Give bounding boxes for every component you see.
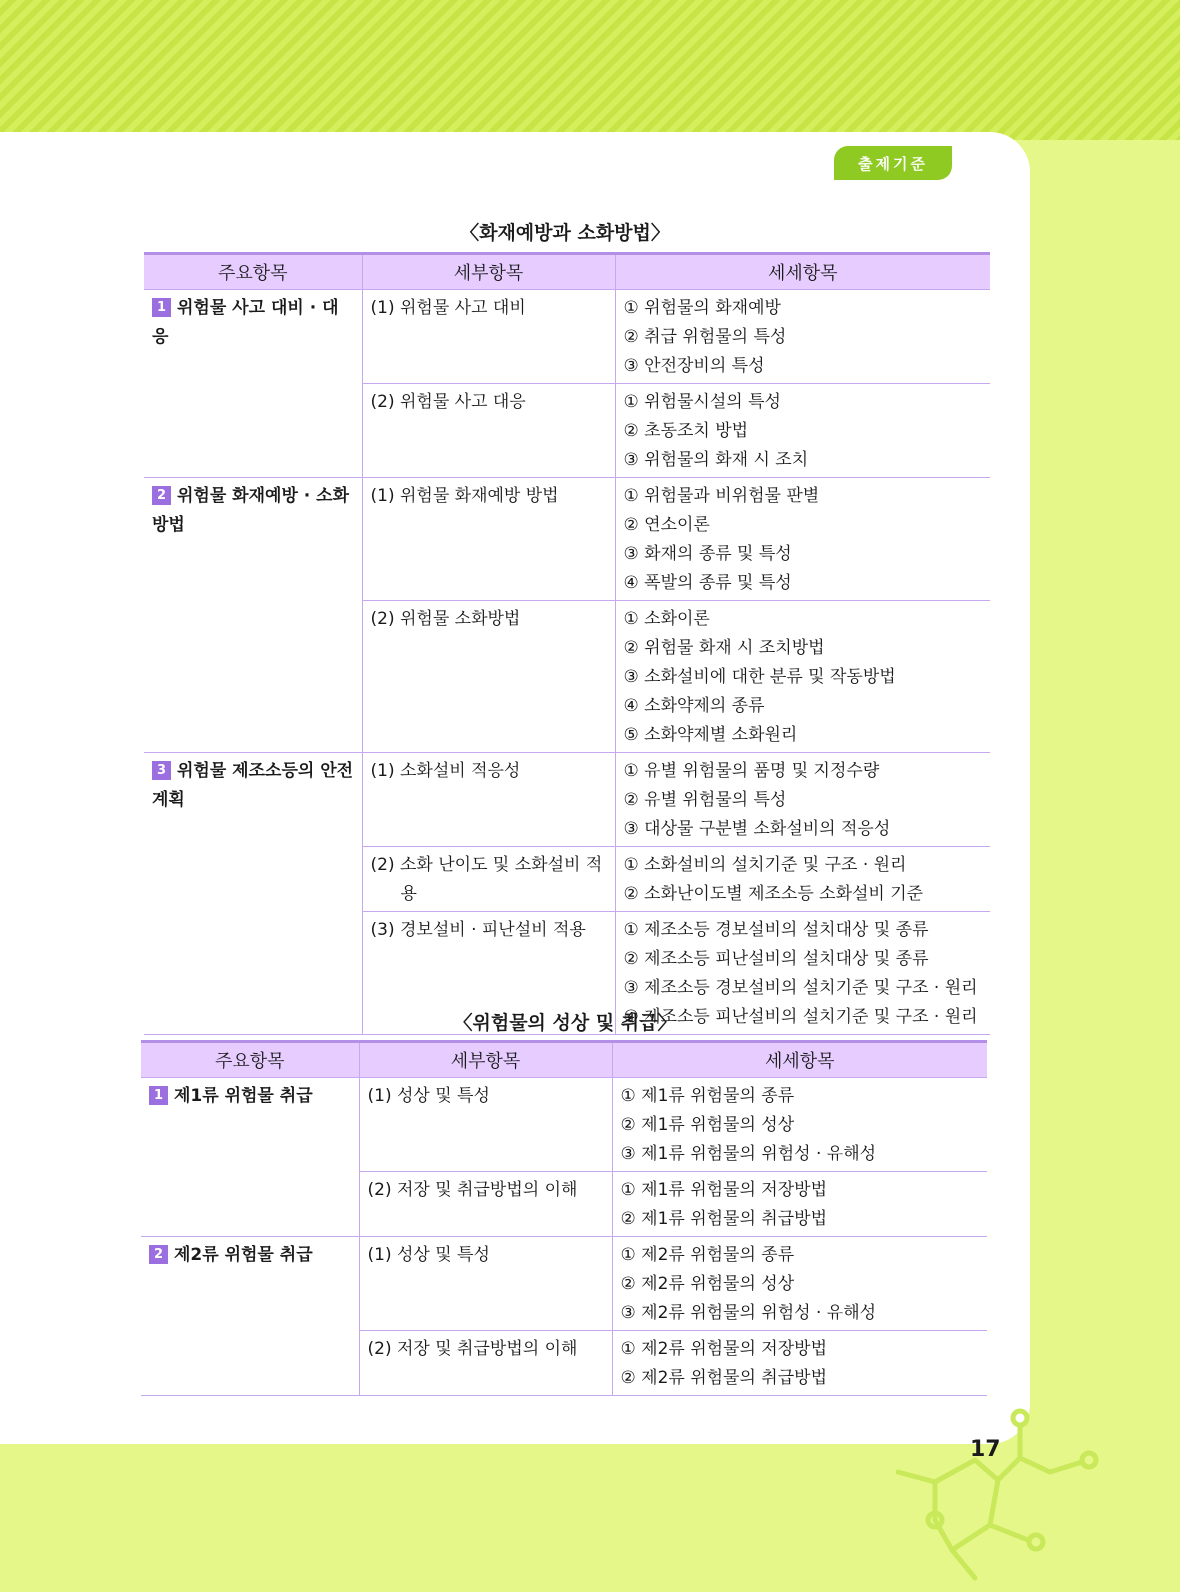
detail-item: ④ 제조소등 피난설비의 설치기준 및 구조 · 원리 — [623, 1007, 978, 1027]
detail-item: ② 취급 위험물의 특성 — [623, 327, 787, 347]
main-item-number-badge: 1 — [149, 1086, 168, 1105]
sub-item-cell — [362, 753, 615, 847]
main-item-number-badge: 1 — [152, 298, 171, 317]
detail-item: ① 제1류 위험물의 종류 — [620, 1086, 795, 1106]
detail-item: ① 제1류 위험물의 저장방법 — [620, 1180, 827, 1200]
section-tab-badge: 출제기준 — [834, 146, 952, 180]
detail-item-cell — [612, 1237, 987, 1331]
sub-item-label: (2) 위험물 사고 대응 — [370, 392, 526, 412]
detail-item: ③ 위험물의 화재 시 조치 — [623, 450, 809, 470]
detail-item: ③ 대상물 구분별 소화설비의 적응성 — [623, 819, 891, 839]
sub-item-cell — [359, 1078, 612, 1172]
sub-item-label: (3) 경보설비 · 피난설비 적용 — [370, 920, 586, 940]
sub-item-label: (1) 성상 및 특성 — [367, 1245, 490, 1265]
detail-item-cell — [615, 847, 990, 912]
detail-item: ② 위험물 화재 시 조치방법 — [623, 638, 825, 658]
detail-item: ⑤ 소화약제별 소화원리 — [623, 725, 798, 745]
detail-item: ② 제2류 위험물의 성상 — [620, 1274, 795, 1294]
detail-item-cell — [612, 1078, 987, 1172]
sub-item-cell — [362, 478, 615, 601]
sub-item-label: (1) 성상 및 특성 — [367, 1086, 490, 1106]
detail-item: ③ 제2류 위험물의 위험성 · 유해성 — [620, 1303, 877, 1323]
detail-item-cell — [615, 601, 990, 753]
main-item-label: 위험물 사고 대비 · 대응 — [152, 298, 339, 347]
detail-item: ① 제2류 위험물의 종류 — [620, 1245, 795, 1265]
sub-item-cell — [359, 1237, 612, 1331]
header-detail-items: 세세항목 — [612, 1042, 987, 1078]
sub-item-label: (1) 소화설비 적응성 — [370, 761, 521, 781]
detail-item: ③ 제조소등 경보설비의 설치기준 및 구조 · 원리 — [623, 978, 978, 998]
sub-item-label: (2) 저장 및 취급방법의 이해 — [367, 1180, 578, 1200]
table-row — [144, 290, 990, 384]
detail-item-cell — [615, 753, 990, 847]
sub-item-label: (2) 소화 난이도 및 소화설비 적용 — [370, 855, 603, 904]
detail-item-cell — [615, 478, 990, 601]
criteria-table-properties-handling — [141, 1040, 987, 1396]
main-item-cell — [144, 478, 362, 753]
detail-item: ② 초동조치 방법 — [623, 421, 749, 441]
sub-item-label: (1) 위험물 화재예방 방법 — [370, 486, 559, 506]
table-row — [141, 1237, 987, 1331]
header-sub-items: 세부항목 — [359, 1042, 612, 1078]
main-item-cell — [144, 290, 362, 478]
sub-item-cell — [362, 601, 615, 753]
detail-item: ② 유별 위험물의 특성 — [623, 790, 787, 810]
detail-item: ② 제1류 위험물의 취급방법 — [620, 1209, 827, 1229]
main-item-label: 위험물 화재예방 · 소화방법 — [152, 486, 350, 535]
detail-item: ③ 화재의 종류 및 특성 — [623, 544, 792, 564]
table-row — [144, 478, 990, 601]
detail-item: ④ 폭발의 종류 및 특성 — [623, 573, 792, 593]
detail-item: ④ 소화약제의 종류 — [623, 696, 765, 716]
detail-item: ② 제2류 위험물의 취급방법 — [620, 1368, 827, 1388]
detail-item: ① 위험물의 화재예방 — [623, 298, 781, 318]
detail-item: ② 연소이론 — [623, 515, 710, 535]
detail-item: ① 소화이론 — [623, 609, 710, 629]
detail-item-cell — [615, 384, 990, 478]
header-detail-items: 세세항목 — [615, 254, 990, 290]
sub-item-cell — [362, 847, 615, 912]
detail-item: ③ 제1류 위험물의 위험성 · 유해성 — [620, 1144, 877, 1164]
main-item-label: 위험물 제조소등의 안전계획 — [152, 761, 354, 810]
header-sub-items: 세부항목 — [362, 254, 615, 290]
detail-item: ③ 소화설비에 대한 분류 및 작동방법 — [623, 667, 896, 687]
criteria-table-fire-prevention — [144, 252, 990, 1035]
detail-item: ② 제1류 위험물의 성상 — [620, 1115, 795, 1135]
table-title-properties-handling: 〈위험물의 성상 및 취급〉 — [453, 1012, 677, 1034]
main-item-number-badge: 2 — [149, 1245, 168, 1264]
header-main-items: 주요항목 — [144, 254, 362, 290]
detail-item: ① 제2류 위험물의 저장방법 — [620, 1339, 827, 1359]
detail-item: ① 제조소등 경보설비의 설치대상 및 종류 — [623, 920, 929, 940]
top-decorative-band — [0, 0, 1180, 140]
table-title-fire-prevention: 〈화재예방과 소화방법〉 — [460, 222, 670, 244]
table-row — [141, 1078, 987, 1172]
detail-item: ① 위험물과 비위험물 판별 — [623, 486, 820, 506]
main-item-label: 제2류 위험물 취급 — [174, 1245, 313, 1265]
main-item-number-badge: 3 — [152, 761, 171, 780]
detail-item-cell — [612, 1172, 987, 1237]
detail-item-cell — [612, 1331, 987, 1396]
sub-item-label: (1) 위험물 사고 대비 — [370, 298, 526, 318]
detail-item: ② 제조소등 피난설비의 설치대상 및 종류 — [623, 949, 929, 969]
sub-item-cell — [362, 384, 615, 478]
molecule-decoration-icon — [890, 1400, 1120, 1592]
detail-item: ① 위험물시설의 특성 — [623, 392, 781, 412]
header-main-items: 주요항목 — [141, 1042, 359, 1078]
main-item-cell — [141, 1078, 359, 1237]
detail-item: ① 유별 위험물의 품명 및 지정수량 — [623, 761, 880, 781]
sub-item-label: (2) 위험물 소화방법 — [370, 609, 521, 629]
detail-item: ② 소화난이도별 제조소등 소화설비 기준 — [623, 884, 924, 904]
detail-item: ③ 안전장비의 특성 — [623, 356, 765, 376]
detail-item: ① 소화설비의 설치기준 및 구조 · 원리 — [623, 855, 907, 875]
sub-item-cell — [362, 290, 615, 384]
main-item-cell — [141, 1237, 359, 1396]
main-item-label: 제1류 위험물 취급 — [174, 1086, 313, 1106]
main-item-number-badge: 2 — [152, 486, 171, 505]
sub-item-cell — [359, 1172, 612, 1237]
detail-item-cell — [615, 290, 990, 384]
table-row — [144, 753, 990, 847]
sub-item-label: (2) 저장 및 취급방법의 이해 — [367, 1339, 578, 1359]
sub-item-cell — [359, 1331, 612, 1396]
page-number: 17 — [970, 1437, 1001, 1462]
main-item-cell — [144, 753, 362, 1035]
